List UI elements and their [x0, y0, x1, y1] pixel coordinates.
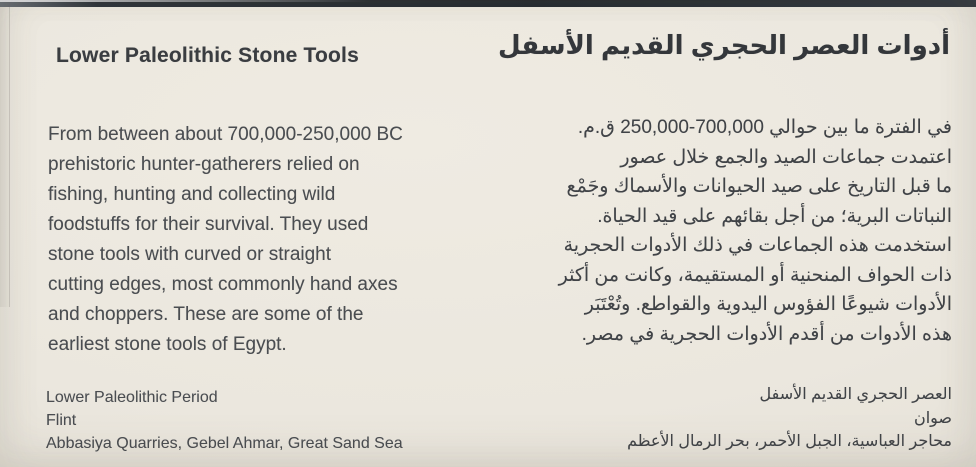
english-title: Lower Paleolithic Stone Tools [56, 44, 359, 67]
left-edge-crease [0, 7, 10, 307]
arabic-title: أدوات العصر الحجري القديم الأسفل [498, 30, 950, 60]
english-description [48, 120, 488, 360]
arabic-description-line: الأدوات شيوعًا الفؤوس اليدوية والقواطع. وتُعْتَبَر [584, 294, 952, 315]
english-period-line: Lower Paleolithic Period [46, 389, 218, 406]
arabic-description-line: هذه الأدوات من أقدم الأدوات الحجرية في مصر. [581, 323, 952, 345]
english-description-line: cutting edges, most commonly hand axes [48, 274, 398, 295]
english-object-caption [46, 386, 403, 455]
english-description-line: fishing, hunting and collecting wild [48, 184, 336, 205]
english-description-line: prehistoric hunter-gatherers relied on [48, 154, 360, 175]
arabic-object-caption [627, 383, 952, 454]
arabic-provenance-line: محاجر العباسية، الجبل الأحمر، بحر الرمال الأعظم [627, 433, 952, 450]
arabic-description [484, 113, 952, 349]
arabic-period-line: العصر الحجري القديم الأسفل [759, 386, 952, 403]
english-description-line: earliest stone tools of Egypt. [48, 334, 287, 355]
english-provenance-line: Abbasiya Quarries, Gebel Ahmar, Great Sand Sea [46, 435, 403, 452]
arabic-description-line: استخدمت هذه الجماعات في ذلك الأدوات الحجرية [563, 235, 952, 256]
english-description-line: foodstuffs for their survival. They used [48, 214, 369, 235]
english-description-line: From between about 700,000-250,000 BC [48, 124, 403, 145]
arabic-description-line: في الفترة ما بين حوالي 700,000-250,000 ق.م. [577, 117, 952, 138]
arabic-material-line: صوان [913, 409, 952, 427]
arabic-description-line: ذات الحواف المنحنية أو المستقيمة، وكانت من أكثر [558, 264, 952, 286]
arabic-description-line: النباتات البرية؛ من أجل بقائهم على قيد الحياة. [597, 205, 952, 227]
english-material-line: Flint [46, 412, 77, 429]
arabic-description-line: ما قبل التاريخ على صيد الحيوانات والأسماك وجَمْع [566, 176, 952, 197]
top-edge-shadow [0, 0, 976, 7]
english-description-line: and choppers. These are some of the [48, 304, 364, 325]
english-description-line: stone tools with curved or straight [48, 244, 332, 265]
arabic-description-line: اعتمدت جماعات الصيد والجمع خلال عصور [620, 146, 952, 168]
